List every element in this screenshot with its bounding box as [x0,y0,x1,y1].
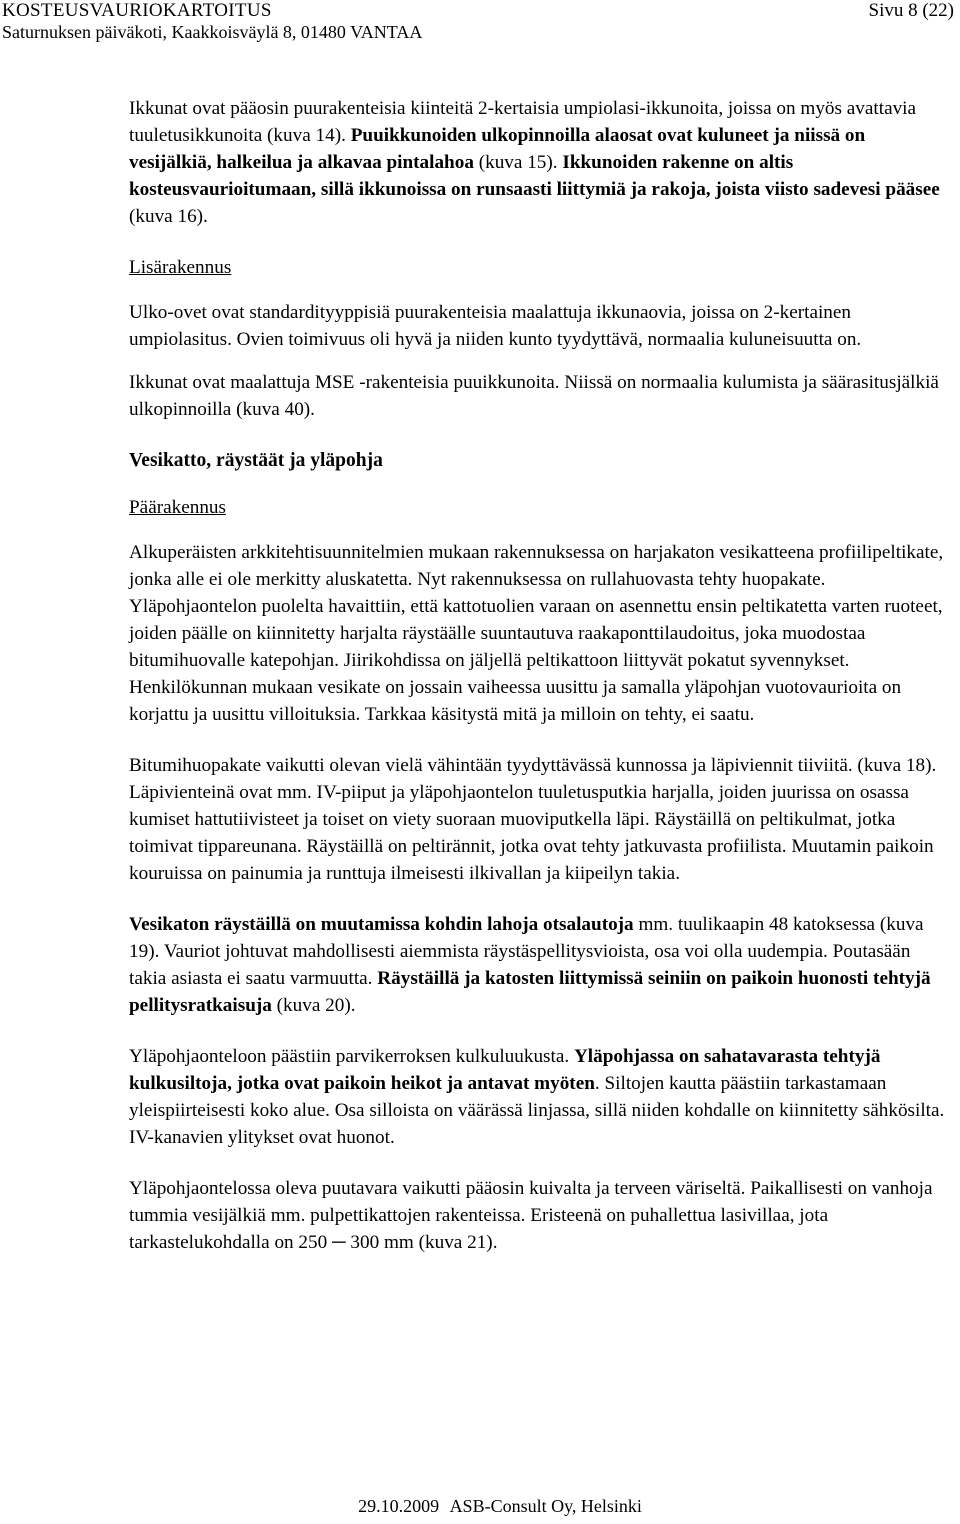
page-number: Sivu 8 (22) [868,0,954,21]
text: (kuva 16). [129,206,208,227]
text: Ikkunat ovat pääosin puurakenteisia kiinteitä 2-kertaisia umpiolasi-ikkunoita, joissa on myös avattavia tuuletusikkunoita (kuva 14). [129,98,917,146]
footer-company: ASB-Consult Oy, Helsinki [449,1496,642,1516]
paragraph-attic-timber: Yläpohjaontelossa oleva puutavara vaikutti pääosin kuivalta ja terveen väriseltä. Paikallisesti on vanhoja tummia vesijälkiä mm. pulpettikattojen rakenteissa. Eristeenä on puhallettua lasivillaa, jota tarkastelukohdalla on 250 ─ 300 mm (kuva 21). [129,1178,933,1253]
paragraph-mse-windows: Ikkunat ovat maalattuja MSE -rakenteisia puuikkunoita. Niissä on normaalia kulumista ja säärasitusjälkiä ulkopinnoilla (kuva 40). [129,372,939,420]
bold-text: Räystäillä ja katosten liittymissä seiniin on paikoin huonosti tehtyjä pellitysratkaisuja [129,968,931,1016]
paragraph-eaves [129,911,951,1019]
footer-date: 29.10.2009 [358,1496,440,1516]
section-heading-vesikatto: Vesikatto, räystäät ja yläpohja [129,450,383,471]
document-body [129,95,951,1272]
bold-text: Yläpohjassa on sahatavarasta tehtyjä kulkusiltoja, jotka ovat paikoin heikot ja antavat myöten [129,1046,881,1094]
subheading-lisarakennus: Lisärakennus [129,257,232,278]
document-address: Saturnuksen päiväkoti, Kaakkoisväylä 8, 01480 VANTAA [2,22,423,42]
bold-text: Puuikkunoiden ulkopinnoilla alaosat ovat kuluneet ja niissä on vesijälkiä, halkeilua ja alkavaa pintalahoa [129,125,866,173]
bold-text: Ikkunoiden rakenne on altis kosteusvaurioitumaan, sillä ikkunoissa on runsaasti liittymiä ja rakoja, joista viisto sadevesi pääsee [129,152,940,200]
document-title: KOSTEUSVAURIOKARTOITUS [2,0,272,21]
text: . Siltojen kautta päästiin tarkastamaan yleispiirteisesti koko alue. Osa silloista on väärässä linjassa, sillä niiden kohdalle on kiinnitetty sähkösilta. IV-kanavien ylitykset ovat huonot. [129,1073,945,1148]
paragraph-roof-structure: Alkuperäisten arkkitehtisuunnitelmien mukaan rakennuksessa on harjakaton vesikatteena profiilipeltikate, jonka alle ei ole merkitty aluskatetta. Nyt rakennuksessa on rullahuovasta tehty huopakate. Yläpohjaontelon puolelta havaittiin, että kattotuolien varaan on asennettu ensin peltikatetta varten ruoteet, joiden päälle on kiinnitetty harjalta räystäälle suuntautuva raakaponttilaudoitus, joka muodostaa bitumihuovalle katepohjan. Jiirikohdissa on jäljellä peltikattoon liittyvät pokatut syvennykset. Henkilökunnan mukaan vesikate on jossain vaiheessa uusittu ja samalla yläpohjan vuotovaurioita on korjattu ja uusittu villoituksia. Tarkkaa käsitystä mitä ja milloin on tehty, ei saatu. [129,542,944,725]
text: mm. tuulikaapin 48 katoksessa (kuva 19). Vauriot johtuvat mahdollisesti aiemmista räystäspellitysvioista, osa voi olla uudempia. Poutasään takia asiasta ei saatu varmuutta. [129,914,924,989]
paragraph-attic-access [129,1043,951,1151]
paragraph-doors: Ulko-ovet ovat standardityyppisiä puurakenteisia maalattuja ikkunaovia, joissa on 2-kertainen umpiolasitus. Ovien toimivuus oli hyvä ja niiden kunto tyydyttävä, normaalia kuluneisuutta on. [129,302,862,350]
bold-text: Vesikaton räystäillä on muutamissa kohdin lahoja otsalautoja [129,914,634,935]
page-footer [0,1496,960,1517]
text: (kuva 20). [271,995,356,1016]
text: Yläpohjaonteloon päästiin parvikerroksen kulkuluukusta. [129,1046,574,1067]
paragraph-windows [129,95,951,230]
subheading-paarakennus: Päärakennus [129,497,226,518]
text: (kuva 15). [473,152,563,173]
paragraph-roofing-condition: Bitumihuopakate vaikutti olevan vielä vähintään tyydyttävässä kunnossa ja läpiviennit tiiviitä. (kuva 18). Läpivienteinä ovat mm. IV-piiput ja yläpohjaontelon tuuletusputkia harjalla, joiden juurissa on osassa kumiset hattutiivisteet ja toiset on viety suoraan muoviputkella läpi. Räystäillä on peltikulmat, jotka toimivat tippareunana. Räystäillä on peltirännit, jotka ovat tehty jatkuvasta profiilista. Muutamin paikoin kouruissa on painumia ja runttuja ilmeisesti ilkivallan ja kiipeilyn takia. [129,755,937,884]
